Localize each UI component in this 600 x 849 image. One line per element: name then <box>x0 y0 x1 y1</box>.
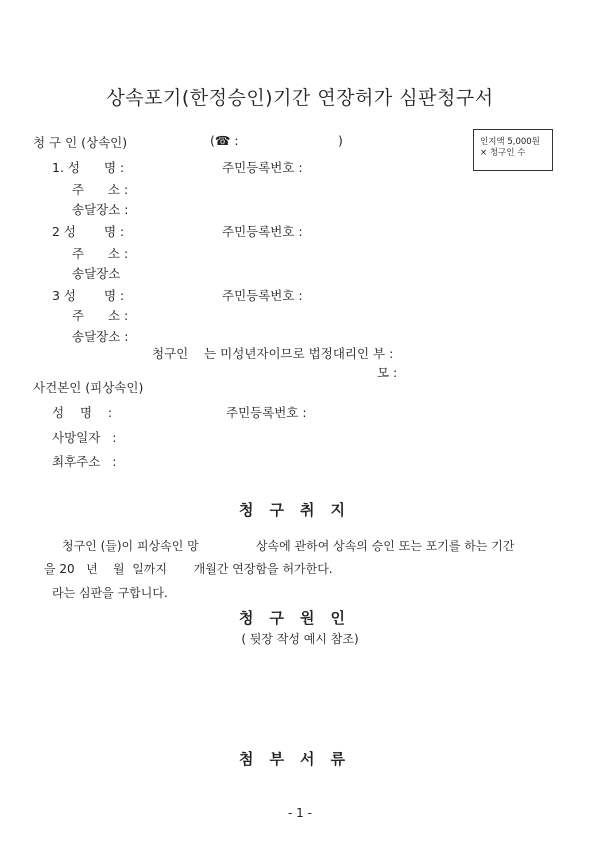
document-title: 상속포기(한정승인)기간 연장허가 심판청구서 <box>106 87 494 109</box>
legal-representative-mother-label: 모 : <box>377 365 398 380</box>
claimant-3-address-label: 주 소 : <box>72 308 129 323</box>
claimant-2-number-label: 2 성 <box>52 224 77 239</box>
claimant-1-address-label: 주 소 : <box>72 182 129 197</box>
phone-field-close: ) <box>338 133 343 148</box>
claimant-3-number-label: 3 성 <box>52 288 77 303</box>
deceased-rrn-label: 주민등록번호 : <box>226 405 307 420</box>
purpose-heading: 청구취지 <box>239 501 361 519</box>
stamp-fee-line1: 인지액 5,000원 <box>480 137 540 147</box>
claimant-1-number-label: 1. 성 <box>52 160 80 175</box>
deceased-header-label: 사건본인 (피상속인) <box>33 380 144 395</box>
claimant-3-service-label: 송달장소 : <box>72 329 129 344</box>
phone-field-open: (☎ : <box>210 133 239 148</box>
purpose-text-line1: 청구인 (들)이 피상속인 망 상속에 관하여 상속의 승인 또는 포기를 하는 기간 <box>62 539 515 553</box>
deceased-last-address-label: 최후주소 : <box>52 454 117 469</box>
purpose-text-line2: 을 20 년 월 일까지 개월간 연장함을 허가한다. <box>44 562 333 576</box>
claimant-2-rrn-label: 주민등록번호 : <box>222 224 303 239</box>
cause-note: ( 뒷장 작성 예시 참조) <box>241 632 359 646</box>
claimant-1-name-label: 명 : <box>104 160 125 175</box>
deceased-name-label: 성 명 : <box>52 405 113 420</box>
claimant-2-address-label: 주 소 : <box>72 246 129 261</box>
legal-representative-father-label: 청구인 는 미성년자이므로 법정대리인 부 : <box>152 346 394 361</box>
claimant-1-rrn-label: 주민등록번호 : <box>222 160 303 175</box>
deceased-death-date-label: 사망일자 : <box>52 430 117 445</box>
stamp-fee-box <box>473 129 553 171</box>
page-number: - 1 - <box>288 806 312 820</box>
claimant-1-service-label: 송달장소 : <box>72 202 129 217</box>
claimant-2-service-label: 송달장소 <box>72 266 121 281</box>
claimant-header-label: 청 구 인 (상속인) <box>33 135 128 150</box>
claimant-2-name-label: 명 : <box>104 224 125 239</box>
stamp-fee-line2: × 청구인 수 <box>480 148 526 158</box>
attachments-heading: 첨부서류 <box>239 750 361 768</box>
claimant-3-name-label: 명 : <box>104 288 125 303</box>
cause-heading: 청구원인 <box>239 609 361 627</box>
claimant-3-rrn-label: 주민등록번호 : <box>222 288 303 303</box>
purpose-text-line3: 라는 심판을 구합니다. <box>52 586 168 600</box>
